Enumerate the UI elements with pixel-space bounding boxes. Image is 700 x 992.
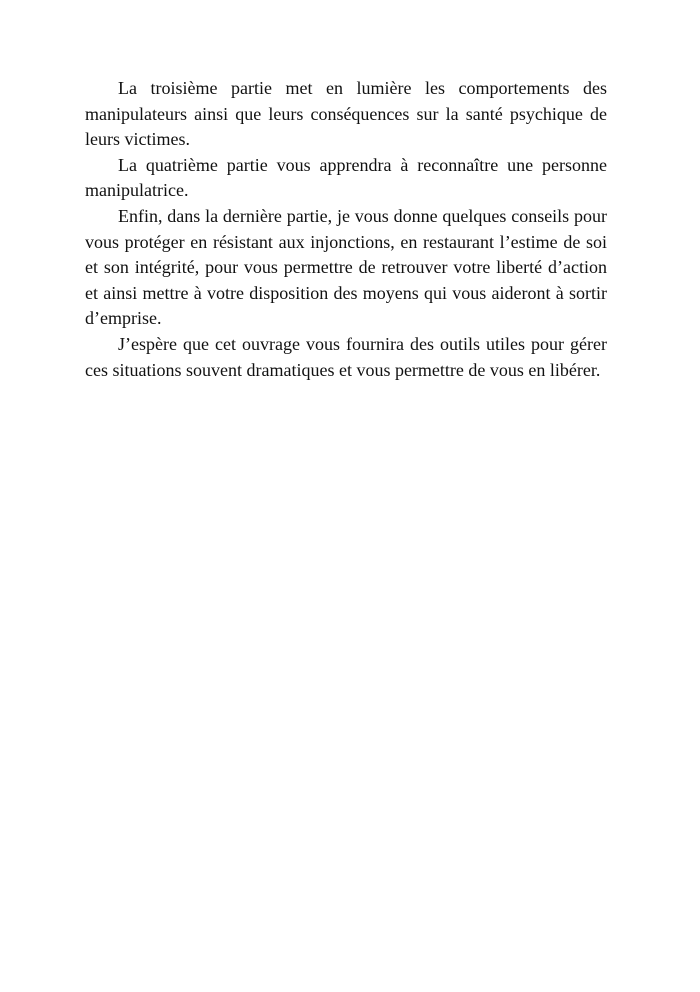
document-page (85, 76, 607, 383)
paragraph-fourth-part: La quatrième partie vous apprendra à reconnaître une personne manipulatrice. (85, 154, 607, 201)
paragraph-conclusion: J’espère que cet ouvrage vous fournira des outils utiles pour gérer ces situations souvent dramatiques et vous permettre de vous en libérer. (85, 333, 607, 380)
paragraph-third-part: La troisième partie met en lumière les comportements des manipulateurs ainsi que leurs conséquences sur la santé psychique de leurs victimes. (85, 78, 607, 150)
paragraph-last-part: Enfin, dans la dernière partie, je vous donne quelques conseils pour vous protéger en résistant aux injonctions, en restaurant l’estime de soi et son intégrité, pour vous permettre de retrouver votre liberté d’action et ainsi mettre à votre disposition des moyens qui vous aideront à sortir d’emprise. (85, 205, 607, 329)
